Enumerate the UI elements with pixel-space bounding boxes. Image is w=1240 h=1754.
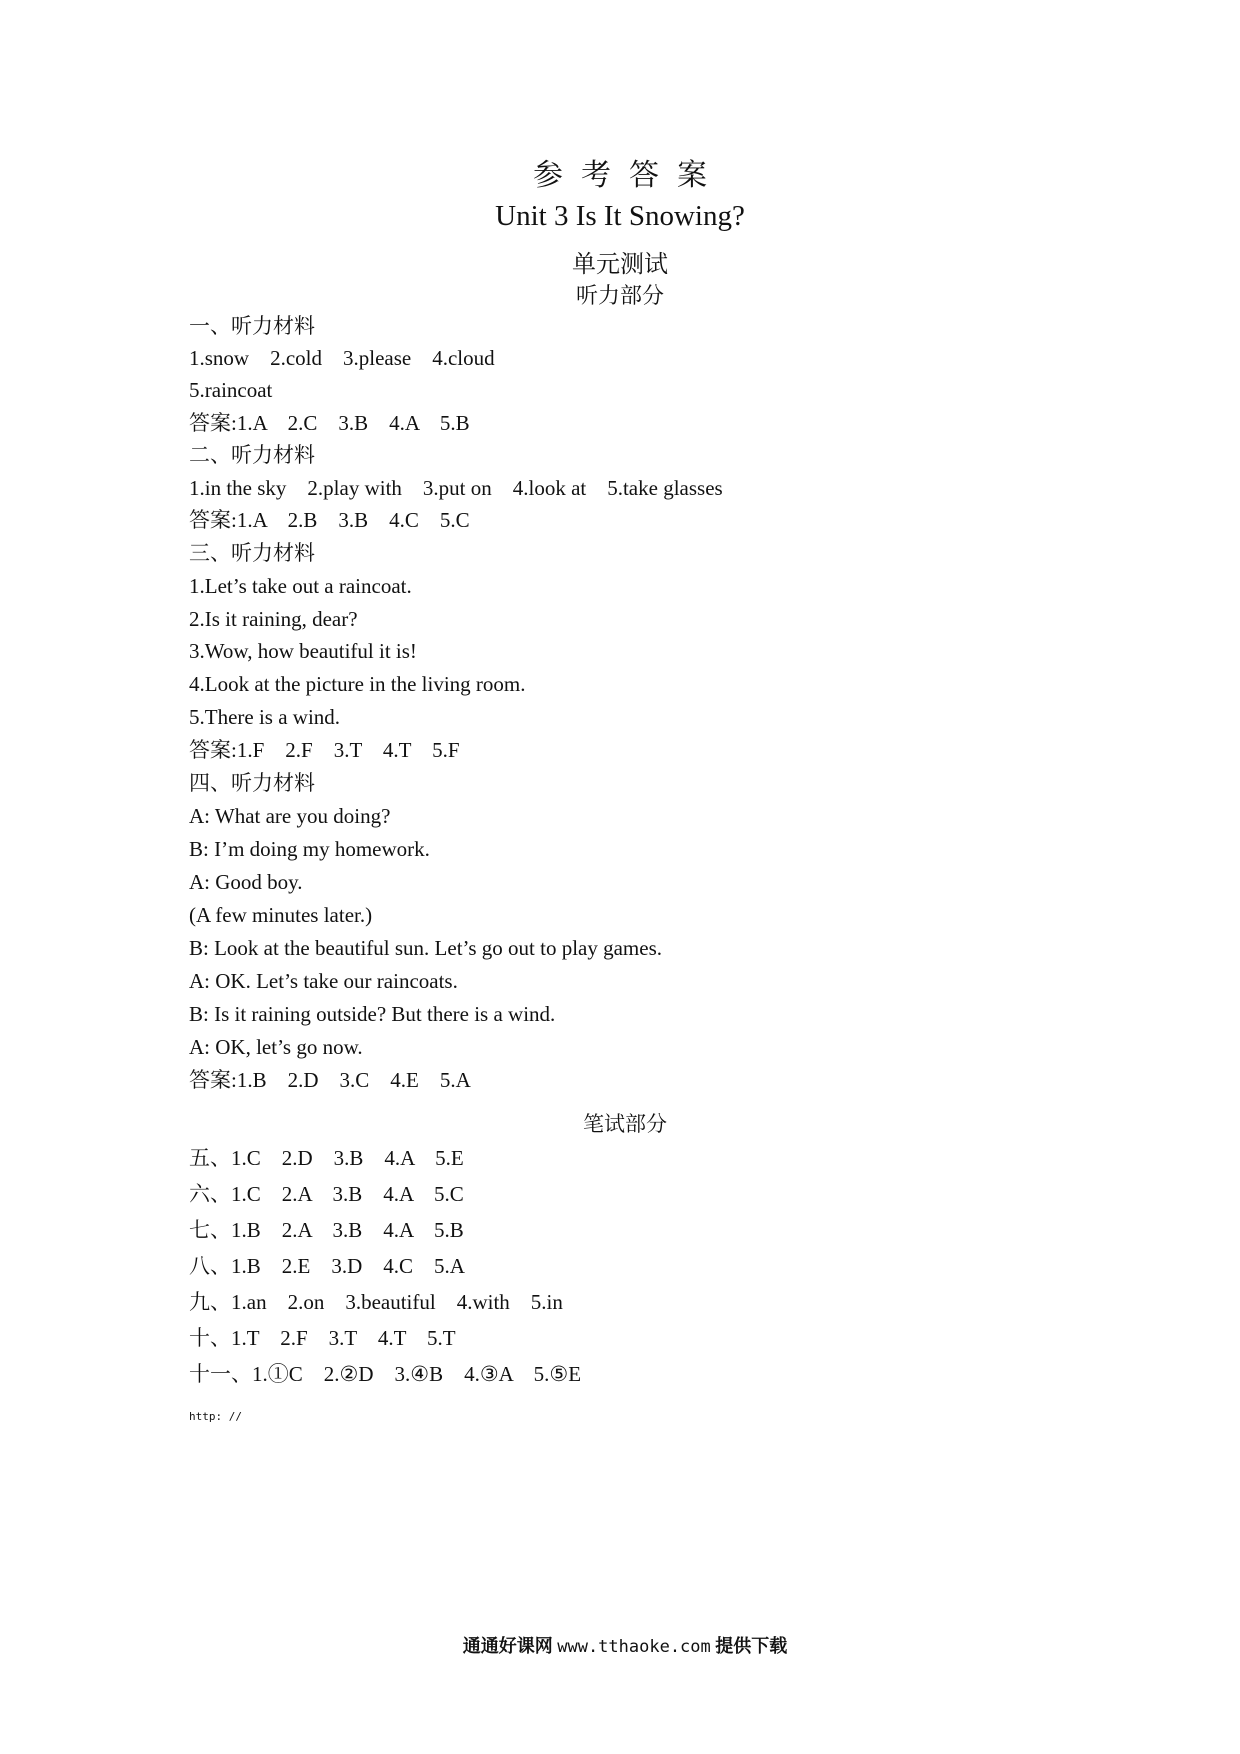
listening-line: 5.raincoat: [189, 378, 273, 402]
footer-suffix: 提供下载: [715, 1636, 788, 1656]
listening-line: 2.Is it raining, dear?: [189, 607, 358, 631]
listening-line: A: Good boy.: [189, 870, 303, 894]
listening-line: 4.Look at the picture in the living room.: [189, 672, 526, 696]
listening-line: A: OK. Let’s take our raincoats.: [189, 969, 458, 993]
written-line: 八、1.B 2.E 3.D 4.C 5.A: [189, 1254, 465, 1278]
listening-line: B: I’m doing my homework.: [189, 837, 430, 861]
written-line: 九、1.an 2.on 3.beautiful 4.with 5.in: [189, 1290, 563, 1314]
page-title: 参考答案: [533, 159, 725, 192]
listening-line: B: Is it raining outside? But there is a wind.: [189, 1002, 556, 1026]
listening-line: A: What are you doing?: [189, 804, 391, 828]
unit-title: Unit 3 Is It Snowing?: [495, 200, 745, 232]
listening-line: B: Look at the beautiful sun. Let’s go out to play games.: [189, 936, 663, 960]
listening-line: 四、听力材料: [189, 771, 315, 795]
listening-line: 1.snow 2.cold 3.please 4.cloud: [189, 346, 495, 370]
listening-line: 5.There is a wind.: [189, 705, 341, 729]
written-line: 七、1.B 2.A 3.B 4.A 5.B: [189, 1218, 464, 1242]
listening-line: 1.Let’s take out a raincoat.: [189, 574, 412, 598]
listening-line: 答案:1.A 2.C 3.B 4.A 5.B: [189, 411, 470, 435]
url-text: http: //: [189, 1410, 242, 1423]
listening-line: A: OK, let’s go now.: [189, 1035, 363, 1059]
listening-line: 答案:1.B 2.D 3.C 4.E 5.A: [189, 1068, 471, 1092]
written-line: 六、1.C 2.A 3.B 4.A 5.C: [189, 1182, 464, 1206]
footer: [0, 1632, 1240, 1658]
written-line: 五、1.C 2.D 3.B 4.A 5.E: [189, 1146, 464, 1170]
listening-line: 1.in the sky 2.play with 3.put on 4.look at 5.take glasses: [189, 476, 723, 500]
listening-section-title: 听力部分: [575, 283, 664, 308]
footer-site-name: 通通好课网: [462, 1636, 553, 1656]
listening-line: (A few minutes later.): [189, 903, 373, 927]
listening-line: 二、听力材料: [189, 443, 315, 467]
listening-line: 答案:1.F 2.F 3.T 4.T 5.F: [189, 738, 460, 762]
listening-line: 三、听力材料: [189, 541, 315, 565]
listening-line: 3.Wow, how beautiful it is!: [189, 639, 417, 663]
written-line: 十一、1.①C 2.②D 3.④B 4.③A 5.⑤E: [189, 1362, 582, 1386]
listening-line: 答案:1.A 2.B 3.B 4.C 5.C: [189, 508, 470, 532]
listening-line: 一、听力材料: [189, 314, 315, 338]
test-title: 单元测试: [572, 252, 668, 278]
written-line: 十、1.T 2.F 3.T 4.T 5.T: [189, 1326, 456, 1350]
written-section-title: 笔试部分: [583, 1112, 667, 1136]
footer-site-url[interactable]: www.tthaoke.com: [557, 1637, 711, 1657]
